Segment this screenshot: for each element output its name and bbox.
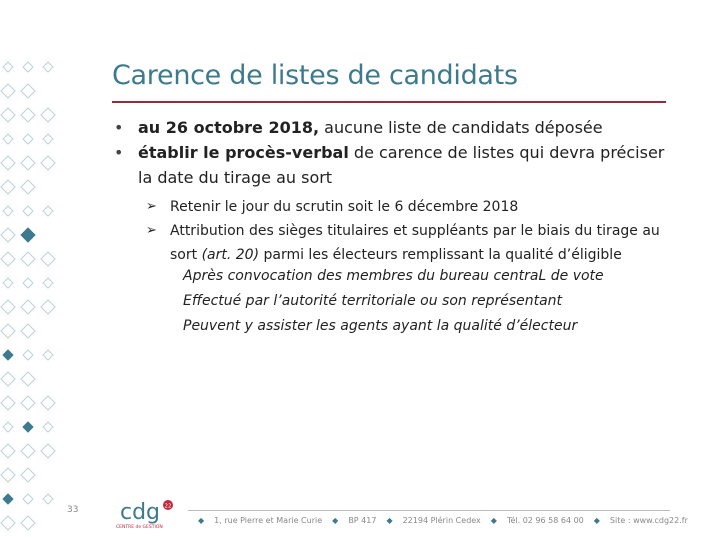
sub-bullet-list	[146, 195, 666, 267]
decorative-pattern	[0, 55, 60, 525]
diamond-pattern-icon	[23, 422, 33, 432]
diamond-pattern-icon	[41, 108, 55, 122]
diamond-pattern-icon	[43, 134, 53, 144]
diamond-pattern-icon	[43, 350, 53, 360]
diamond-pattern-icon	[1, 228, 15, 242]
diamond-pattern-icon	[21, 252, 35, 266]
sub-bullet-text: Attribution des sièges titulaires et suppléants par le biais du tirage au sort	[170, 223, 660, 263]
diamond-pattern-icon	[21, 468, 35, 482]
diamond-pattern-icon	[43, 62, 53, 72]
bullet-text: aucune liste de candidats déposée	[319, 118, 603, 137]
diamond-pattern-icon	[21, 180, 35, 194]
diamond-pattern-icon	[1, 516, 15, 530]
diamond-pattern-icon	[41, 252, 55, 266]
diamond-pattern-icon	[43, 278, 53, 288]
diamond-pattern-icon	[3, 278, 13, 288]
diamond-pattern-icon	[1, 444, 15, 458]
diamond-pattern-icon	[23, 494, 33, 504]
diamond-pattern-icon	[21, 516, 35, 530]
footer-phone: Tél. 02 96 58 64 00	[506, 516, 584, 525]
bullet-item	[112, 140, 672, 190]
page-number: 33	[67, 505, 79, 515]
diamond-icon: ◆	[386, 516, 393, 525]
logo-number: 22	[164, 503, 172, 510]
diamond-pattern-icon	[43, 494, 53, 504]
diamond-icon: ◆	[593, 516, 600, 525]
diamond-pattern-icon	[3, 62, 13, 72]
diamond-pattern-icon	[41, 444, 55, 458]
sub-bullet-item	[146, 219, 666, 267]
diamond-pattern-icon	[1, 300, 15, 314]
note-line: Après convocation des membres du bureau centraL de vote	[183, 268, 604, 284]
footer-address: 1, rue Pierre et Marie Curie	[214, 516, 323, 525]
footer-website: Site : www.cdg22.fr	[609, 516, 688, 525]
diamond-pattern-icon	[21, 84, 35, 98]
diamond-pattern-icon	[41, 396, 55, 410]
diamond-icon: ◆	[490, 516, 497, 525]
diamond-icon: ◆	[332, 516, 339, 525]
diamond-pattern-icon	[21, 372, 35, 386]
bullet-bold: établir le procès-verbal	[138, 143, 349, 162]
diamond-pattern-icon	[3, 206, 13, 216]
article-reference: (art. 20)	[201, 247, 260, 263]
slide-title: Carence de listes de candidats	[112, 60, 518, 91]
arrow-bullet-icon: ➢	[146, 199, 157, 214]
sub-bullet-text: parmi les électeurs remplissant la qualité d’éligible	[259, 247, 622, 263]
diamond-pattern-icon	[23, 62, 33, 72]
diamond-pattern-icon	[21, 324, 35, 338]
sub-bullet-item	[146, 195, 666, 219]
diamond-pattern-icon	[1, 252, 15, 266]
diamond-pattern-icon	[1, 84, 15, 98]
diamond-pattern-icon	[3, 422, 13, 432]
diamond-pattern-icon	[3, 494, 13, 504]
bullet-text: de carence de listes qui devra préciser la date du tirage au sort	[138, 143, 665, 187]
title-underline	[112, 101, 666, 103]
diamond-pattern-icon	[41, 156, 55, 170]
note-line: Effectué par l’autorité territoriale ou son représentant	[183, 293, 563, 309]
footer-contact	[188, 516, 688, 525]
diamond-pattern-icon	[43, 206, 53, 216]
diamond-pattern-icon	[1, 156, 15, 170]
sub-bullet-text: Retenir le jour du scrutin soit le 6 décembre 2018	[170, 199, 519, 215]
cdg-logo	[110, 493, 180, 535]
diamond-icon: ◆	[198, 516, 205, 525]
notes-list	[183, 264, 604, 339]
diamond-pattern-icon	[23, 206, 33, 216]
diamond-pattern-icon	[21, 228, 35, 242]
bullet-bold: au 26 octobre 2018,	[138, 118, 320, 137]
diamond-pattern-icon	[21, 108, 35, 122]
diamond-pattern-icon	[23, 278, 33, 288]
diamond-pattern-icon	[1, 468, 15, 482]
arrow-bullet-icon: ➢	[146, 223, 157, 238]
diamond-pattern-icon	[23, 134, 33, 144]
diamond-pattern-icon	[41, 300, 55, 314]
diamond-pattern-icon	[43, 422, 53, 432]
diamond-pattern-icon	[3, 134, 13, 144]
note-line: Peuvent y assister les agents ayant la qualité d’électeur	[183, 318, 578, 334]
bullet-item	[112, 115, 672, 140]
bullet-dot-icon: •	[114, 118, 124, 137]
bullet-dot-icon: •	[114, 143, 124, 162]
footer-city: 22194 Plérin Cedex	[402, 516, 481, 525]
diamond-pattern-icon	[23, 350, 33, 360]
diamond-pattern-icon	[1, 108, 15, 122]
diamond-pattern-icon	[1, 324, 15, 338]
diamond-pattern-icon	[3, 350, 13, 360]
diamond-pattern-icon	[21, 156, 35, 170]
footer-rule	[188, 510, 670, 511]
diamond-pattern-icon	[1, 396, 15, 410]
logo-text: cdg	[120, 500, 161, 525]
diamond-pattern-icon	[1, 180, 15, 194]
diamond-pattern-icon	[21, 396, 35, 410]
diamond-pattern-icon	[21, 300, 35, 314]
diamond-pattern-icon	[1, 372, 15, 386]
footer-po-box: BP 417	[348, 516, 377, 525]
logo-caption: CENTRE de GESTION	[116, 525, 163, 530]
bullet-list	[112, 115, 672, 190]
diamond-pattern-icon	[21, 444, 35, 458]
